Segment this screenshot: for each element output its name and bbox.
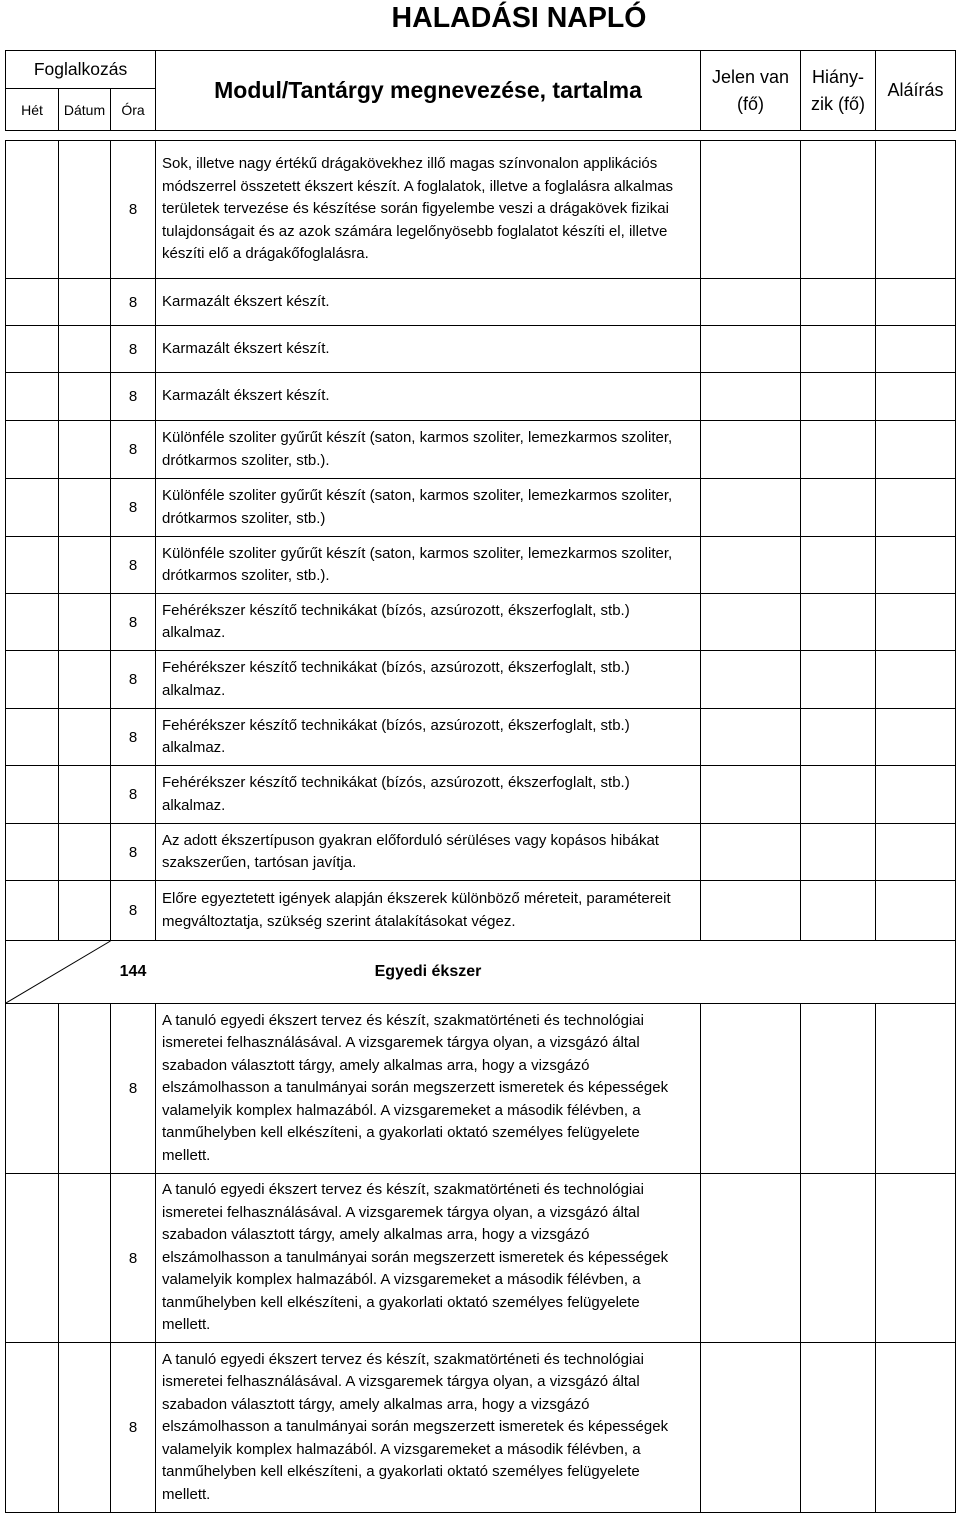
ora-cell: 8 <box>111 651 156 709</box>
hianyzik-cell <box>801 824 876 881</box>
hianyzik-cell <box>801 279 876 326</box>
content-cell <box>156 479 701 537</box>
log-row <box>6 1174 956 1343</box>
alairas-cell <box>876 1343 956 1513</box>
datum-cell <box>59 1343 111 1513</box>
ora-cell: 8 <box>111 594 156 651</box>
jelen-van-cell <box>701 326 801 373</box>
ora-cell: 8 <box>111 824 156 881</box>
diagonal-line <box>6 941 111 1003</box>
content-line: alkalmaz. <box>162 739 226 756</box>
ora-cell: 8 <box>111 709 156 766</box>
content-line: Különféle szoliter gyűrűt készít (saton, karmos szoliter, lemezkarmos szoliter, <box>162 487 673 504</box>
content-line: Karmazált ékszert készít. <box>162 387 330 405</box>
hianyzik-cell <box>801 373 876 421</box>
section-title: Egyedi ékszer <box>156 941 701 1004</box>
content-cell <box>156 881 701 941</box>
content-cell <box>156 326 701 373</box>
content-line: Előre egyeztetett igények alapján ékszerek különböző méreteit, paramétereit <box>162 890 671 907</box>
alairas-cell <box>876 279 956 326</box>
content-line: szakszerűen, tartósan javítja. <box>162 854 357 871</box>
log-row <box>6 537 956 594</box>
content-line: Különféle szoliter gyűrűt készít (saton, karmos szoliter, lemezkarmos szoliter, <box>162 544 673 562</box>
content-cell <box>156 141 701 279</box>
alairas-cell <box>876 373 956 421</box>
content-line: valamelyik komplex halmazából. A vizsgaremeket a második félévben, a <box>162 1440 641 1458</box>
content-line: A tanuló egyedi ékszert tervez és készít, szakmatörténeti és technológiai <box>162 1181 644 1199</box>
content-line: A tanuló egyedi ékszert tervez és készít, szakmatörténeti és technológiai <box>162 1350 644 1368</box>
header-hianyzik-line: Hiány- <box>812 66 865 87</box>
jelen-van-cell <box>701 373 801 421</box>
content-line: valamelyik komplex halmazából. A vizsgaremeket a második félévben, a <box>162 1101 641 1119</box>
content-line: elszámolhasson a tanulmányai során megszerzett ismeretek és képességek <box>162 1248 669 1266</box>
content-line: elszámolhasson a tanulmányai során megszerzett ismeretek és képességek <box>162 1079 669 1097</box>
datum-cell <box>59 479 111 537</box>
het-cell <box>6 421 59 479</box>
content-line: Karmazált ékszert készít. <box>162 292 330 310</box>
header-hianyzik-line: zik (fő) <box>811 93 866 114</box>
ora-cell: 8 <box>111 326 156 373</box>
ora-cell: 8 <box>111 1004 156 1174</box>
hianyzik-cell <box>801 651 876 709</box>
page-title: HALADÁSI NAPLÓ <box>391 2 647 34</box>
datum-cell <box>59 824 111 881</box>
log-row <box>6 824 956 881</box>
jelen-van-cell <box>701 824 801 881</box>
content-line: Sok, illetve nagy értékű drágakövekhez illő magas színvonalon applikációs <box>162 155 658 173</box>
alairas-cell <box>876 1004 956 1174</box>
het-cell <box>6 1343 59 1513</box>
content-cell <box>156 279 701 326</box>
het-cell <box>6 537 59 594</box>
datum-cell <box>59 881 111 941</box>
het-cell <box>6 824 59 881</box>
content-line: szabadon választott tárgy, amely alkalmas arra, hogy a vizsgázó <box>162 1395 590 1413</box>
content-line: alkalmaz. <box>162 796 226 814</box>
content-line: ismeretei felhasználásával. A vizsgaremek tárgya olyan, a vizsgázó által <box>162 1203 640 1221</box>
datum-cell <box>59 279 111 326</box>
content-cell <box>156 373 701 421</box>
hianyzik-cell <box>801 326 876 373</box>
content-line: drótkarmos szoliter, stb.) <box>162 509 326 527</box>
header-jelen-van <box>701 51 801 131</box>
het-cell <box>6 1004 59 1174</box>
section-diagonal <box>6 941 111 1004</box>
content-line: Karmazált ékszert készít. <box>162 339 330 357</box>
content-line: Az adott ékszertípuson gyakran előforduló sérüléses vagy kopásos hibákat <box>162 831 659 849</box>
ora-cell: 8 <box>111 881 156 941</box>
content-cell <box>156 709 701 766</box>
log-row <box>6 373 956 421</box>
alairas-cell <box>876 651 956 709</box>
content-line: tanműhelyben kell elkészíteni, a gyakorlati oktató személyes felügyelete <box>162 1463 640 1481</box>
alairas-cell <box>876 881 956 941</box>
alairas-cell <box>876 537 956 594</box>
section-hours: 144 <box>111 941 156 1004</box>
jelen-van-cell <box>701 651 801 709</box>
datum-cell <box>59 1004 111 1174</box>
datum-cell <box>59 537 111 594</box>
alairas-cell <box>876 766 956 824</box>
content-line: módszerrel összetett ékszert készít. A foglalatok, illetve a foglalásra alkalmas <box>162 177 674 195</box>
datum-cell <box>59 594 111 651</box>
section-row <box>6 941 956 1004</box>
content-line: szabadon választott tárgy, amely alkalmas arra, hogy a vizsgázó <box>162 1226 590 1244</box>
content-line: alkalmaz. <box>162 681 226 699</box>
content-line: valamelyik komplex halmazából. A vizsgaremeket a második félévben, a <box>162 1271 641 1289</box>
hianyzik-cell <box>801 421 876 479</box>
hianyzik-cell <box>801 1174 876 1343</box>
ora-cell: 8 <box>111 141 156 279</box>
content-cell <box>156 1174 701 1343</box>
alairas-cell <box>876 421 956 479</box>
het-cell <box>6 279 59 326</box>
alairas-cell <box>876 479 956 537</box>
header-hianyzik <box>801 51 876 131</box>
content-cell <box>156 537 701 594</box>
datum-cell <box>59 709 111 766</box>
log-row <box>6 421 956 479</box>
log-row <box>6 1004 956 1174</box>
log-row <box>6 279 956 326</box>
header-ora: Óra <box>111 89 156 131</box>
section-blank <box>701 941 956 1004</box>
content-line: ismeretei felhasználásával. A vizsgaremek tárgya olyan, a vizsgázó által <box>162 1373 640 1391</box>
jelen-van-cell <box>701 1174 801 1343</box>
header-datum: Dátum <box>59 89 111 131</box>
het-cell <box>6 479 59 537</box>
log-row <box>6 709 956 766</box>
content-line: drótkarmos szoliter, stb.). <box>162 451 330 469</box>
jelen-van-cell <box>701 421 801 479</box>
het-cell <box>6 1174 59 1343</box>
content-line: Fehérékszer készítő technikákat (bízós, azsúrozott, ékszerfoglalt, stb.) <box>162 659 630 676</box>
content-line: területek tervezése és készítése során figyelembe veszi a drágakövek fizikai <box>162 200 669 218</box>
alairas-cell <box>876 141 956 279</box>
content-cell <box>156 1004 701 1174</box>
ora-cell: 8 <box>111 1174 156 1343</box>
jelen-van-cell <box>701 537 801 594</box>
log-row <box>6 479 956 537</box>
hianyzik-cell <box>801 594 876 651</box>
datum-cell <box>59 651 111 709</box>
datum-cell <box>59 373 111 421</box>
content-cell <box>156 421 701 479</box>
content-line: alkalmaz. <box>162 624 226 641</box>
alairas-cell <box>876 709 956 766</box>
het-cell <box>6 141 59 279</box>
header-table <box>5 50 956 131</box>
log-row <box>6 766 956 824</box>
jelen-van-cell <box>701 766 801 824</box>
log-table <box>5 140 956 1513</box>
content-line: tanműhelyben kell elkészíteni, a gyakorlati oktató személyes felügyelete <box>162 1293 640 1311</box>
datum-cell <box>59 326 111 373</box>
hianyzik-cell <box>801 537 876 594</box>
header-alairas: Aláírás <box>876 51 956 131</box>
ora-cell: 8 <box>111 766 156 824</box>
content-cell <box>156 1343 701 1513</box>
hianyzik-cell <box>801 479 876 537</box>
alairas-cell <box>876 326 956 373</box>
datum-cell <box>59 141 111 279</box>
het-cell <box>6 326 59 373</box>
hianyzik-cell <box>801 1343 876 1513</box>
ora-cell: 8 <box>111 279 156 326</box>
jelen-van-cell <box>701 279 801 326</box>
log-row <box>6 651 956 709</box>
datum-cell <box>59 766 111 824</box>
header-het: Hét <box>6 89 59 131</box>
header-foglalkozas: Foglalkozás <box>6 51 156 89</box>
ora-cell: 8 <box>111 1343 156 1513</box>
jelen-van-cell <box>701 141 801 279</box>
jelen-van-cell <box>701 1343 801 1513</box>
content-line: A tanuló egyedi ékszert tervez és készít, szakmatörténeti és technológiai <box>162 1011 644 1029</box>
hianyzik-cell <box>801 881 876 941</box>
content-line: mellett. <box>162 1146 211 1164</box>
log-row <box>6 594 956 651</box>
ora-cell: 8 <box>111 373 156 421</box>
content-line: drótkarmos szoliter, stb.). <box>162 567 330 584</box>
log-row <box>6 141 956 279</box>
het-cell <box>6 594 59 651</box>
datum-cell <box>59 1174 111 1343</box>
content-line: tulajdonságait és az azok számára legelőnyösebb foglalatot készíti el, illetve <box>162 222 668 240</box>
hianyzik-cell <box>801 1004 876 1174</box>
jelen-van-cell <box>701 594 801 651</box>
content-line: megváltoztatja, szükség szerint átalakításokat végez. <box>162 912 516 930</box>
content-line: Fehérékszer készítő technikákat (bízós, azsúrozott, ékszerfoglalt, stb.) <box>162 774 630 791</box>
ora-cell: 8 <box>111 479 156 537</box>
ora-cell: 8 <box>111 421 156 479</box>
hianyzik-cell <box>801 709 876 766</box>
alairas-cell <box>876 594 956 651</box>
header-jelen-van-line: Jelen van <box>712 66 790 87</box>
header-modul: Modul/Tantárgy megnevezése, tartalma <box>156 51 701 131</box>
content-line: mellett. <box>162 1316 211 1334</box>
datum-cell <box>59 421 111 479</box>
hianyzik-cell <box>801 141 876 279</box>
content-line: készíti elő a drágakőfoglalásra. <box>162 245 369 263</box>
content-cell <box>156 651 701 709</box>
log-row <box>6 881 956 941</box>
content-line: Fehérékszer készítő technikákat (bízós, azsúrozott, ékszerfoglalt, stb.) <box>162 601 630 619</box>
content-line: Különféle szoliter gyűrűt készít (saton, karmos szoliter, lemezkarmos szoliter, <box>162 429 673 446</box>
het-cell <box>6 709 59 766</box>
log-row <box>6 326 956 373</box>
het-cell <box>6 651 59 709</box>
het-cell <box>6 373 59 421</box>
content-cell <box>156 766 701 824</box>
content-line: tanműhelyben kell elkészíteni, a gyakorlati oktató személyes felügyelete <box>162 1124 640 1142</box>
content-line: ismeretei felhasználásával. A vizsgaremek tárgya olyan, a vizsgázó által <box>162 1034 640 1052</box>
content-line: elszámolhasson a tanulmányai során megszerzett ismeretek és képességek <box>162 1418 669 1436</box>
content-line: mellett. <box>162 1485 211 1503</box>
alairas-cell <box>876 824 956 881</box>
jelen-van-cell <box>701 881 801 941</box>
alairas-cell <box>876 1174 956 1343</box>
jelen-van-cell <box>701 479 801 537</box>
het-cell <box>6 881 59 941</box>
content-line: Fehérékszer készítő technikákat (bízós, azsúrozott, ékszerfoglalt, stb.) <box>162 716 630 734</box>
het-cell <box>6 766 59 824</box>
content-cell <box>156 824 701 881</box>
jelen-van-cell <box>701 1004 801 1174</box>
hianyzik-cell <box>801 766 876 824</box>
ora-cell: 8 <box>111 537 156 594</box>
content-line: szabadon választott tárgy, amely alkalmas arra, hogy a vizsgázó <box>162 1056 590 1074</box>
content-cell <box>156 594 701 651</box>
header-jelen-van-line: (fő) <box>737 93 765 114</box>
log-row <box>6 1343 956 1513</box>
jelen-van-cell <box>701 709 801 766</box>
